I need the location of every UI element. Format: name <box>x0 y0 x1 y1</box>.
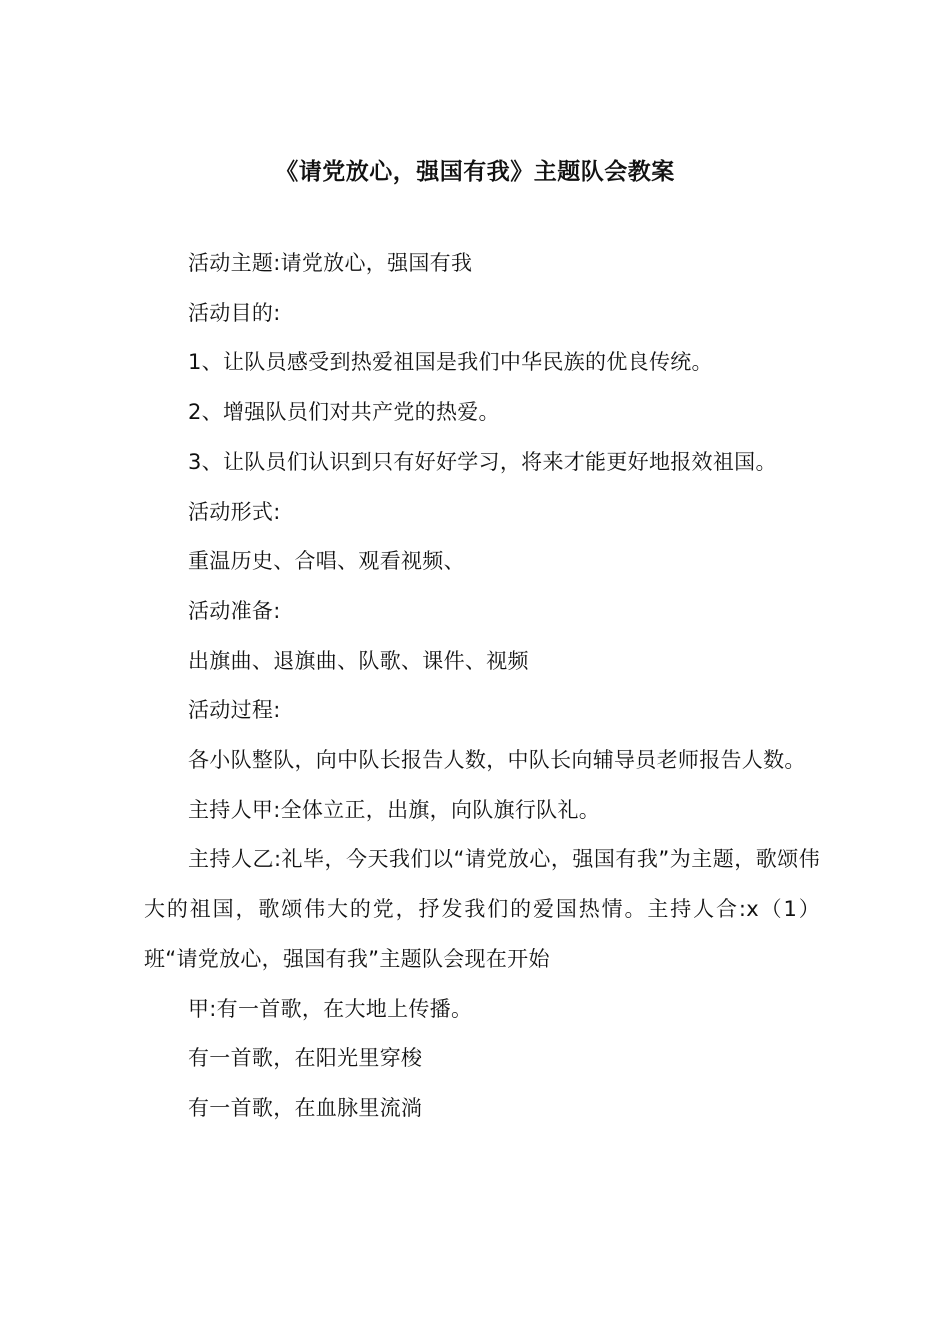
paragraph-activity-theme: 活动主题:请党放心，强国有我 <box>188 251 473 275</box>
paragraph-poem-line-1: 甲:有一首歌，在大地上传播。 <box>188 996 473 1021</box>
paragraph-activity-prep: 出旗曲、退旗曲、队歌、课件、视频 <box>188 648 529 673</box>
paragraph-report-count: 各小队整队，向中队长报告人数，中队长向辅导员老师报告人数。 <box>188 748 806 773</box>
paragraph-activity-form: 重温历史、合唱、观看视频、 <box>188 549 465 574</box>
paragraph-host-a: 主持人甲:全体立正，出旗，向队旗行队礼。 <box>188 797 601 822</box>
paragraph-activity-purpose-heading: 活动目的: <box>188 300 281 325</box>
paragraph-poem-line-3: 有一首歌，在血脉里流淌 <box>188 1095 423 1120</box>
paragraph-purpose-2: 2、增强队员们对共产党的热爱。 <box>188 400 500 425</box>
document-title: 《请党放心，强国有我》主题队会教案 <box>275 159 675 185</box>
paragraph-activity-prep-heading: 活动准备: <box>188 598 281 623</box>
paragraph-poem-line-2: 有一首歌，在阳光里穿梭 <box>188 1046 423 1071</box>
paragraph-purpose-1: 1、让队员感受到热爱祖国是我们中华民族的优良传统。 <box>188 350 713 375</box>
document-body <box>144 239 820 1134</box>
paragraph-purpose-3: 3、让队员们认识到只有好好学习，将来才能更好地报效祖国。 <box>188 449 777 474</box>
paragraph-activity-process-heading: 活动过程: <box>188 698 281 723</box>
paragraph-host-b: 主持人乙:礼毕，今天我们以“请党放心，强国有我”为主题，歌颂伟大的祖国，歌颂伟大的党，抒发我们的爱国热情。主持人合:x（1）班“请党放心，强国有我”主题队会现在开始 <box>144 847 820 971</box>
paragraph-activity-form-heading: 活动形式: <box>188 499 281 524</box>
